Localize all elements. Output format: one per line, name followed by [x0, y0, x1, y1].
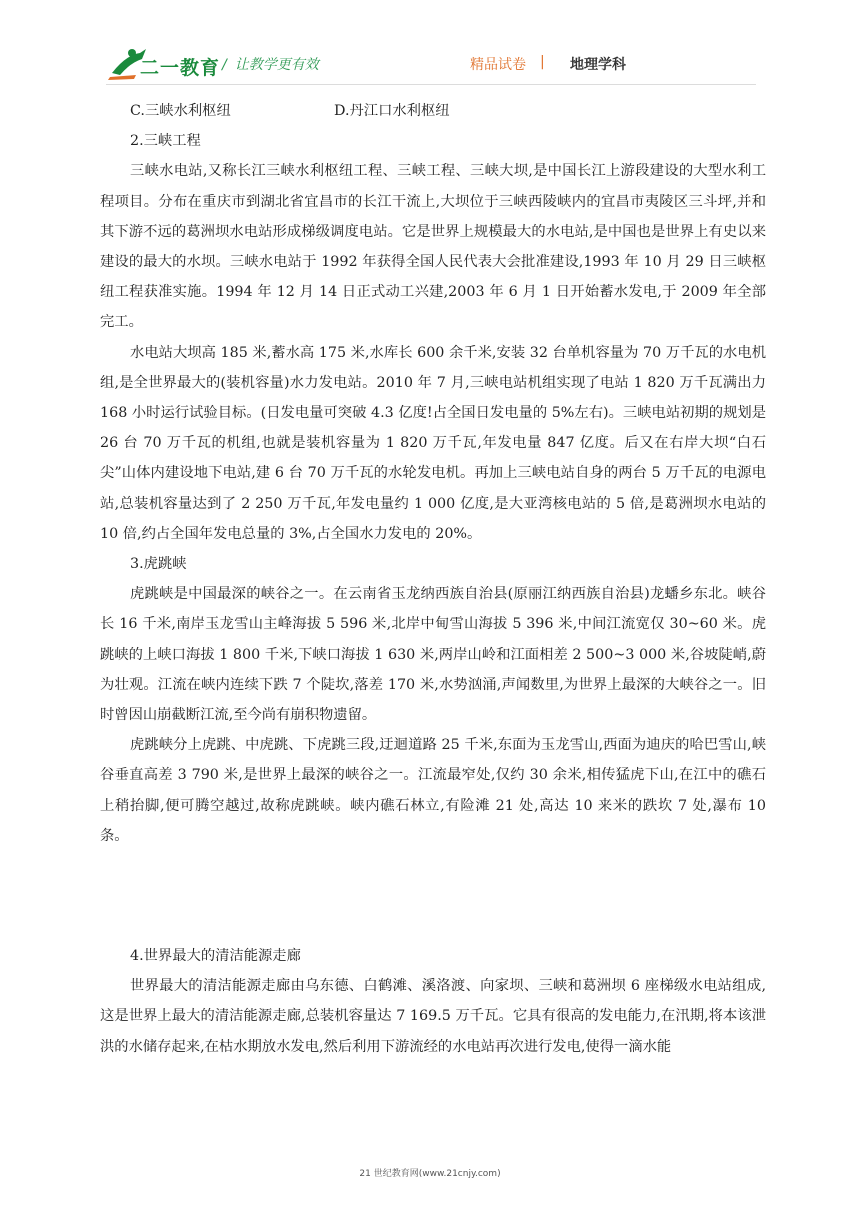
- paragraph: 虎跳峡分上虎跳、中虎跳、下虎跳三段,迂迴道路 25 千米,东面为玉龙雪山,西面为迪庆的哈巴雪山,峡谷垂直高差 3 790 米,是世界上最深的峡谷之一。江流最窄处,仅约 30 余米,相传猛虎下山,在江中的礁石上稍抬脚,便可腾空越过,故称虎跳峡。峡内礁石林立,有险滩 21 处,高达 10 来米的跌坎 7 处,瀑布 10 条。: [100, 737, 766, 844]
- section-heading: 2.三峡工程: [130, 133, 201, 150]
- paragraph: 三峡水电站,又称长江三峡水利枢纽工程、三峡工程、三峡大坝,是中国长江上游段建设的大型水利工程项目。分布在重庆市到湖北省宜昌市的长江干流上,大坝位于三峡西陵峡内的宜昌市夷陵区三斗坪,并和其下游不远的葛洲坝水电站形成梯级调度电站。它是世界上规模最大的水电站,是中国也是世界上有史以来建设的最大的水坝。三峡水电站于 1992 年获得全国人民代表大会批准建设,1993 年 10 月 29 日三峡枢纽工程获准实施。1994 年 12 月 14 日正式动工兴建,2003 年 6 月 1 日开始蓄水发电,于 2009 年全部完工。: [100, 163, 766, 331]
- answer-options: [100, 96, 766, 126]
- header-tag: 精品试卷: [470, 57, 526, 73]
- section-heading: 4.世界最大的清洁能源走廊: [130, 948, 301, 965]
- header-divider: [106, 84, 756, 85]
- slogan-text: 让教学更有效: [234, 57, 319, 73]
- slogan: / 让教学更有效: [222, 57, 319, 73]
- paragraph: 虎跳峡是中国最深的峡谷之一。在云南省玉龙纳西族自治县(原丽江纳西族自治县)龙蟠乡东北。峡谷长 16 千米,南岸玉龙雪山主峰海拔 5 596 米,北岸中甸雪山海拔 5 396 米,中间江流宽仅 30~60 米。虎跳峡的上峡口海拔 1 800 千米,下峡口海拔 1 630 米,两岸山岭和江面相差 2 500~3 000 米,谷坡陡峭,蔚为壮观。江流在峡内连续下跌 7 个陡坎,落差 170 米,水势汹涌,声闻数里,为世界上最深的大峡谷之一。旧时曾因山崩截断江流,至今尚有崩积物遗留。: [100, 586, 766, 724]
- page-footer: 21 世纪教育网(www.21cnjy.com): [359, 1169, 501, 1179]
- spacer: [100, 851, 766, 941]
- header-separator: |: [540, 54, 545, 70]
- header-subject: 地理学科: [570, 57, 626, 73]
- paragraph: 水电站大坝高 185 米,蓄水高 175 米,水库长 600 余千米,安装 32 台单机容量为 70 万千瓦的水电机组,是全世界最大的(装机容量)水力发电站。2010 年 7 月,三峡电站机组实现了电站 1 820 万千瓦满出力 168 小时运行试验目标。(日发电量可突破 4.3 亿度!占全国日发电量的 5%左右)。三峡电站初期的规划是 26 台 70 万千瓦的机组,也就是装机容量为 1 820 万千瓦,年发电量 847 亿度。后又在右岸大坝“白石尖”山体内建设地下电站,建 6 台 70 万千瓦的水轮发电机。再加上三峡电站自身的两台 5 万千瓦的电源电站,总装机容量达到了 2 250 万千瓦,年发电量约 1 000 亿度,是大亚湾核电站的 5 倍,是葛洲坝水电站的 10 倍,约占全国年发电总量的 3%,占全国水力发电的 20%。: [100, 344, 766, 542]
- paragraph: 世界最大的清洁能源走廊由乌东德、白鹤滩、溪洛渡、向家坝、三峡和葛洲坝 6 座梯级水电站组成,这是世界上最大的清洁能源走廊,总装机容量达 7 169.5 万千瓦。它具有很高的发电能力,在汛期,将本该泄洪的水储存起来,在枯水期放水发电,然后利用下游流经的水电站再次进行发电,使得一滴水能: [100, 978, 766, 1055]
- logo-text: 二一教育: [140, 57, 221, 79]
- document-body: [100, 96, 766, 1062]
- page-header: [0, 0, 860, 90]
- option-c: C.三峡水利枢纽: [130, 103, 231, 119]
- section-heading: 3.虎跳峡: [130, 556, 187, 573]
- option-d: D.丹江口水利枢纽: [334, 103, 450, 119]
